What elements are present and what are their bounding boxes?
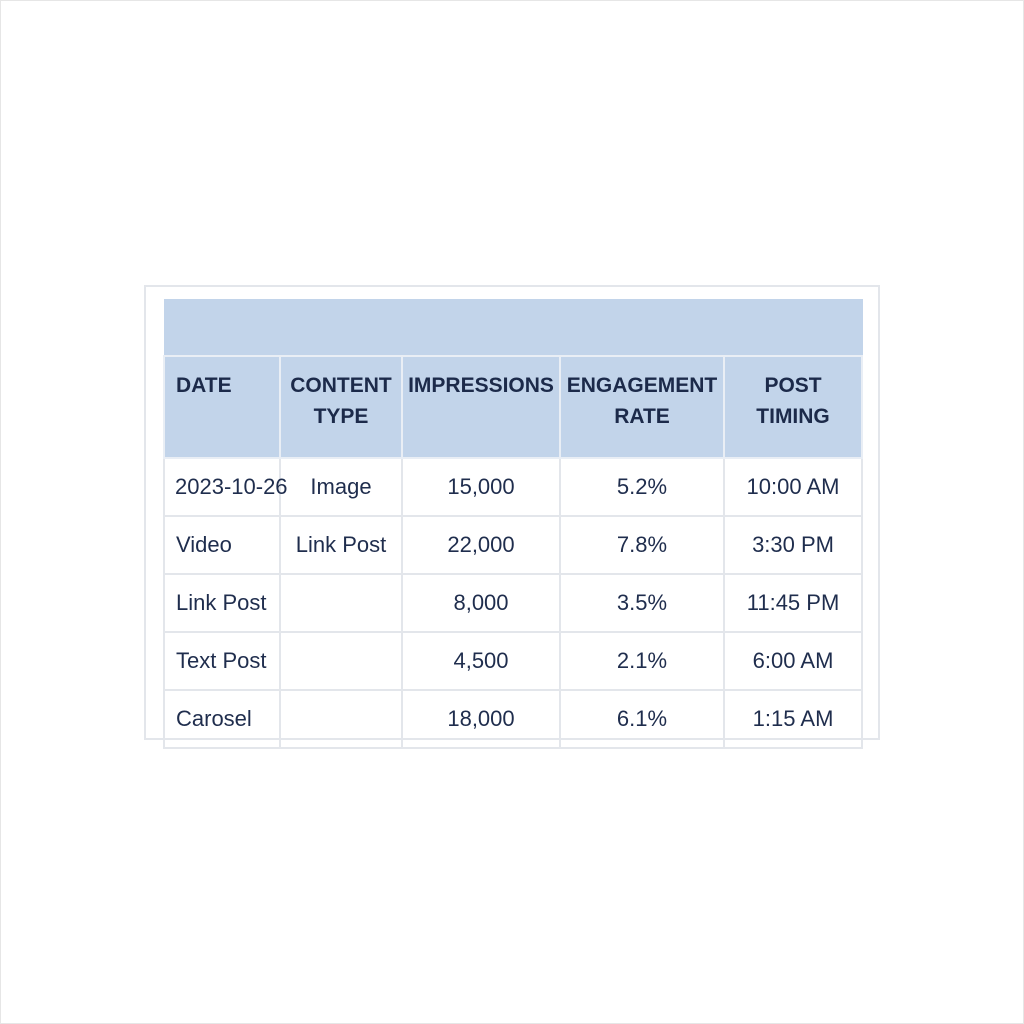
cell-date: 2023-10-26 [164,458,280,516]
cell-engagement-rate: 6.1% [560,690,724,748]
cell-content-type: Link Post [280,516,402,574]
cell-date: Text Post [164,632,280,690]
cell-post-timing: 3:30 PM [724,516,862,574]
header-date [164,356,280,458]
cell-content-type [280,574,402,632]
header-band-cell [164,300,862,357]
header-impressions [402,356,560,458]
header-content-type [280,356,402,458]
cell-post-timing: 10:00 AM [724,458,862,516]
header-engagement-rate-line1: ENGAGEMENT [566,374,718,397]
header-post-timing [724,356,862,458]
performance-table [163,299,863,749]
cell-impressions: 18,000 [402,690,560,748]
header-date-line1: DATE [176,374,232,397]
header-engagement-rate-line2: RATE [614,405,670,428]
header-band [164,300,862,357]
cell-date: Video [164,516,280,574]
header-engagement-rate [560,356,724,458]
table-row [164,632,862,690]
header-row [164,356,862,458]
cell-content-type: Image [280,458,402,516]
header-content-type-line2: TYPE [313,405,369,428]
table-row [164,574,862,632]
cell-post-timing: 1:15 AM [724,690,862,748]
header-post-timing-line2: TIMING [756,405,830,428]
cell-date: Carosel [164,690,280,748]
header-impressions-line1: IMPRESSIONS [408,374,554,397]
cell-engagement-rate: 3.5% [560,574,724,632]
cell-engagement-rate: 5.2% [560,458,724,516]
cell-engagement-rate: 7.8% [560,516,724,574]
table-row [164,690,862,748]
cell-impressions: 15,000 [402,458,560,516]
cell-content-type [280,690,402,748]
cell-post-timing: 6:00 AM [724,632,862,690]
cell-impressions: 4,500 [402,632,560,690]
cell-impressions: 8,000 [402,574,560,632]
cell-impressions: 22,000 [402,516,560,574]
cell-date: Link Post [164,574,280,632]
header-post-timing-line1: POST [764,374,822,397]
header-content-type-line1: CONTENT [290,374,392,397]
table-row [164,458,862,516]
table-row [164,516,862,574]
cell-post-timing: 11:45 PM [724,574,862,632]
cell-content-type [280,632,402,690]
cell-engagement-rate: 2.1% [560,632,724,690]
